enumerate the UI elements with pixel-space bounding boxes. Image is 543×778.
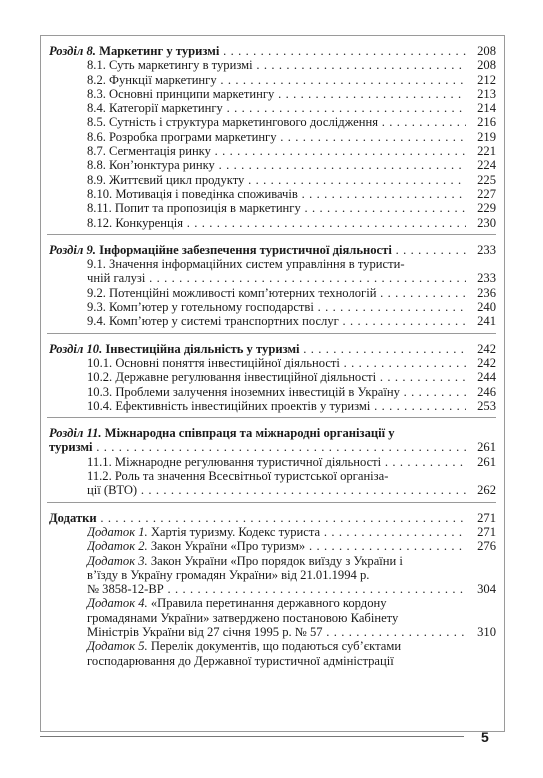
toc-item: 11.1. Міжнародне регулювання туристичної діяльності . . . 261 xyxy=(47,455,496,469)
table-of-contents xyxy=(47,44,496,680)
section-label: Розділ 11. xyxy=(49,426,102,441)
page-ref: 310 xyxy=(473,625,496,639)
toc-item: 8.4. Категорії маркетингу . . . 214 xyxy=(47,101,496,115)
page-ref: 221 xyxy=(473,144,496,158)
page-ref: 227 xyxy=(473,187,496,201)
toc-item: 10.1. Основні поняття інвестиційної діяльності . . . 242 xyxy=(47,356,496,370)
section-title: Інформаційне забезпечення туристичної діяльності xyxy=(95,242,392,257)
toc-item: 8.7. Сегментація ринку . . . 221 xyxy=(47,144,496,158)
appendix-title: Додатки xyxy=(49,510,97,525)
section-heading-line xyxy=(47,426,496,440)
page-ref: 271 xyxy=(473,525,496,539)
toc-item: 8.1. Суть маркетингу в туризмі . . . 208 xyxy=(47,58,496,72)
toc-item: чній галузі . . . 233 xyxy=(47,271,496,285)
section-heading xyxy=(47,44,496,58)
toc-item: 8.11. Попит та пропозиція в маркетингу . . . 229 xyxy=(47,201,496,215)
section-title-line: Міжнародна співпраця та міжнародні організації у xyxy=(101,426,395,441)
appendix-item-line: Додаток 3. Закон України «Про порядок виїзду з України і xyxy=(87,553,403,568)
appendix-item-line: громадянами України» затверджено постановою Кабінету xyxy=(87,610,399,625)
toc-item-line: 9.1. Значення інформаційних систем управління в туристи- xyxy=(87,257,405,272)
toc-item: 10.3. Проблеми залучення іноземних інвестицій в Україну . . . 246 xyxy=(47,385,496,399)
section-heading xyxy=(47,243,496,257)
section-heading xyxy=(47,342,496,356)
page-ref: 213 xyxy=(473,87,496,101)
page-ref: 241 xyxy=(473,314,496,328)
appendix-item: Міністрів України від 27 січня 1995 р. № 57 . . . 310 xyxy=(47,625,496,639)
section-9 xyxy=(47,243,496,334)
page-ref: 216 xyxy=(473,115,496,129)
page-ref: 261 xyxy=(473,455,496,469)
page-ref: 246 xyxy=(473,385,496,399)
toc-item: 8.3. Основні принципи маркетингу . . . 213 xyxy=(47,87,496,101)
page-ref: 233 xyxy=(473,271,496,285)
page-ref: 224 xyxy=(473,158,496,172)
toc-item: 8.10. Мотивація і поведінка споживачів . . . 227 xyxy=(47,187,496,201)
page-ref: 253 xyxy=(473,399,496,413)
page-ref: 304 xyxy=(473,582,496,596)
toc-item: 9.3. Комп’ютер у готельному господарстві . . . 240 xyxy=(47,300,496,314)
appendix-item-line: Додаток 4. «Правила перетинання державного кордону xyxy=(87,596,387,611)
toc-item: ції (ВТО) . . . 262 xyxy=(47,483,496,497)
toc-item: 10.4. Ефективність інвестиційних проектів у туризмі . . . 253 xyxy=(47,399,496,413)
page-ref: 271 xyxy=(473,511,496,525)
page-ref: 240 xyxy=(473,300,496,314)
section-8 xyxy=(47,44,496,235)
page-ref: 208 xyxy=(473,44,496,58)
toc-item: 8.12. Конкуренція . . . 230 xyxy=(47,216,496,230)
section-heading xyxy=(47,440,496,454)
toc-item: 8.5. Сутність і структура маркетингового дослідження . . . 216 xyxy=(47,115,496,129)
toc-item: 8.6. Розробка програми маркетингу . . . 219 xyxy=(47,130,496,144)
appendix-item: № 3858-12-ВР . . . 304 xyxy=(47,582,496,596)
appendix-item: Додаток 1. Хартія туризму. Кодекс туриста . . . 271 xyxy=(47,525,496,539)
appendix-heading xyxy=(47,511,496,525)
page-ref: 208 xyxy=(473,58,496,72)
toc-item: 8.9. Життєвий цикл продукту . . . 225 xyxy=(47,173,496,187)
toc-item: 8.8. Кон’юнктура ринку . . . 224 xyxy=(47,158,496,172)
toc-item-line: 11.2. Роль та значення Всесвітньої туристської організа- xyxy=(87,469,389,484)
toc-item: 9.4. Комп’ютер у системі транспортних послуг . . . 241 xyxy=(47,314,496,328)
footer-rule xyxy=(40,736,464,737)
section-title: Інвестиційна діяльність у туризмі xyxy=(102,341,300,356)
section-title: Маркетинг у туризмі xyxy=(95,44,220,58)
page-ref: 244 xyxy=(473,370,496,384)
page-ref: 242 xyxy=(473,342,496,356)
toc-item: 9.2. Потенційні можливості комп’ютерних технологій . . . 236 xyxy=(47,286,496,300)
section-11 xyxy=(47,426,496,502)
section-title: туризмі xyxy=(49,440,93,455)
appendix xyxy=(47,511,496,672)
section-label: Розділ 9. xyxy=(49,242,96,257)
page-ref: 276 xyxy=(473,539,496,553)
page-ref: 242 xyxy=(473,356,496,370)
appendix-item: Додаток 2. Закон України «Про туризм» . . . 276 xyxy=(47,539,496,553)
page-ref: 214 xyxy=(473,101,496,115)
toc-item: 10.2. Державне регулювання інвестиційної діяльності . . . 244 xyxy=(47,370,496,384)
page-ref: 262 xyxy=(473,483,496,497)
page-ref: 261 xyxy=(473,440,496,454)
toc-item: 8.2. Функції маркетингу . . . 212 xyxy=(47,73,496,87)
section-label: Розділ 10. xyxy=(49,341,103,356)
page-ref: 229 xyxy=(473,201,496,215)
section-10 xyxy=(47,342,496,418)
appendix-item-line: Додаток 5. Перелік документів, що подаються суб’єктами xyxy=(87,639,402,654)
section-label: Розділ 8. xyxy=(49,44,96,58)
page-ref: 225 xyxy=(473,173,496,187)
page-ref: 230 xyxy=(473,216,496,230)
page-ref: 236 xyxy=(473,286,496,300)
page-ref: 212 xyxy=(473,73,496,87)
page-ref: 219 xyxy=(473,130,496,144)
appendix-item-line: господарювання до Державної туристичної адміністрації xyxy=(87,653,394,668)
appendix-item-line: в’їзду в Україну громадян України» від 21.01.1994 р. xyxy=(87,567,370,582)
page-ref: 233 xyxy=(473,243,496,257)
page-number: 5 xyxy=(481,729,489,745)
